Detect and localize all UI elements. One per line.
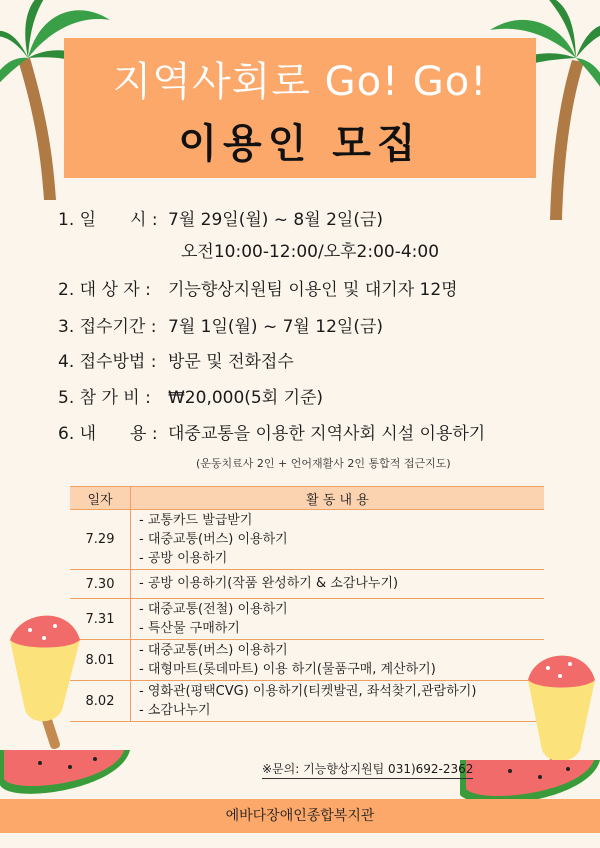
info-line-date [58, 205, 383, 230]
info-line-content [58, 419, 485, 444]
footer-organization: 에바다장애인종합복지관 [0, 799, 600, 833]
table-row [70, 640, 544, 681]
info-line-method [58, 347, 294, 372]
table-row [70, 570, 544, 599]
activity-item: - 공방 이용하기(작품 완성하기 & 소감나누기) [139, 576, 399, 591]
main-title: 지역사회로 Go! Go! [112, 59, 488, 105]
row-date: 8.02 [70, 681, 131, 722]
row-activities [131, 599, 545, 640]
row-activities [131, 570, 545, 599]
header-date: 일자 [70, 487, 131, 510]
table-header-row [70, 487, 544, 510]
row-date: 7.29 [70, 510, 131, 570]
info-label: 6. 내 용 : [58, 424, 158, 444]
info-label: 1. 일 시 : [58, 210, 158, 230]
activity-item: - 대중교통(전철) 이용하기 [139, 602, 288, 617]
info-line-target [58, 275, 458, 300]
watermelon-icon-left [0, 745, 130, 805]
row-activities [131, 510, 545, 570]
info-value: 방문 및 전화접수 [168, 352, 294, 372]
contact-info: ※문의: 기능향상지원팀 031)692-2362 [262, 760, 473, 779]
table-row [70, 681, 544, 722]
activity-item: - 교통카드 발급받기 [139, 513, 253, 528]
header-activities: 활 동 내 용 [131, 487, 545, 510]
info-label: 5. 참 가 비 : [58, 388, 151, 408]
row-date: 8.01 [70, 640, 131, 681]
info-value: 7월 29일(월) ~ 8월 2일(금) [168, 210, 384, 230]
activity-item: - 특산물 구매하기 [139, 621, 240, 636]
row-date: 7.30 [70, 570, 131, 599]
title-banner [64, 38, 536, 178]
info-line-period [58, 312, 383, 337]
activity-item: - 대형마트(롯데마트) 이용 하기(물품구매, 계산하기) [139, 662, 436, 677]
schedule-table [70, 486, 544, 722]
row-activities [131, 681, 545, 722]
info-label: 4. 접수방법 : [58, 352, 157, 372]
sub-title: 이용인 모집 [178, 121, 422, 167]
info-time-line: 오전10:00-12:00/오후2:00-4:00 [181, 242, 440, 262]
activity-item: - 공방 이용하기 [139, 551, 228, 566]
table-row [70, 510, 544, 570]
info-line-fee [58, 383, 323, 408]
info-value: 대중교통을 이용한 지역사회 시설 이용하기 [168, 424, 486, 444]
activity-item: - 영화관(평택CVG) 이용하기(티켓발권, 좌석찾기,관람하기) [139, 684, 477, 699]
content-note: (운동치료사 2인 + 언어재활사 2인 통합적 접근지도) [196, 457, 451, 470]
popsicle-icon-left [0, 600, 90, 750]
activity-item: - 대중교통(버스) 이용하기 [139, 532, 288, 547]
row-activities [131, 640, 545, 681]
info-value: 기능향상지원팀 이용인 및 대기자 12명 [168, 280, 458, 300]
table-row [70, 599, 544, 640]
row-date: 7.31 [70, 599, 131, 640]
activity-item: - 대중교통(버스) 이용하기 [139, 643, 288, 658]
activity-item: - 소감나누기 [139, 703, 211, 718]
info-value: ₩20,000(5회 기준) [168, 388, 324, 408]
info-label: 3. 접수기간 : [58, 317, 157, 337]
info-value: 7월 1일(월) ~ 7월 12일(금) [168, 317, 384, 337]
info-label: 2. 대 상 자 : [58, 280, 151, 300]
